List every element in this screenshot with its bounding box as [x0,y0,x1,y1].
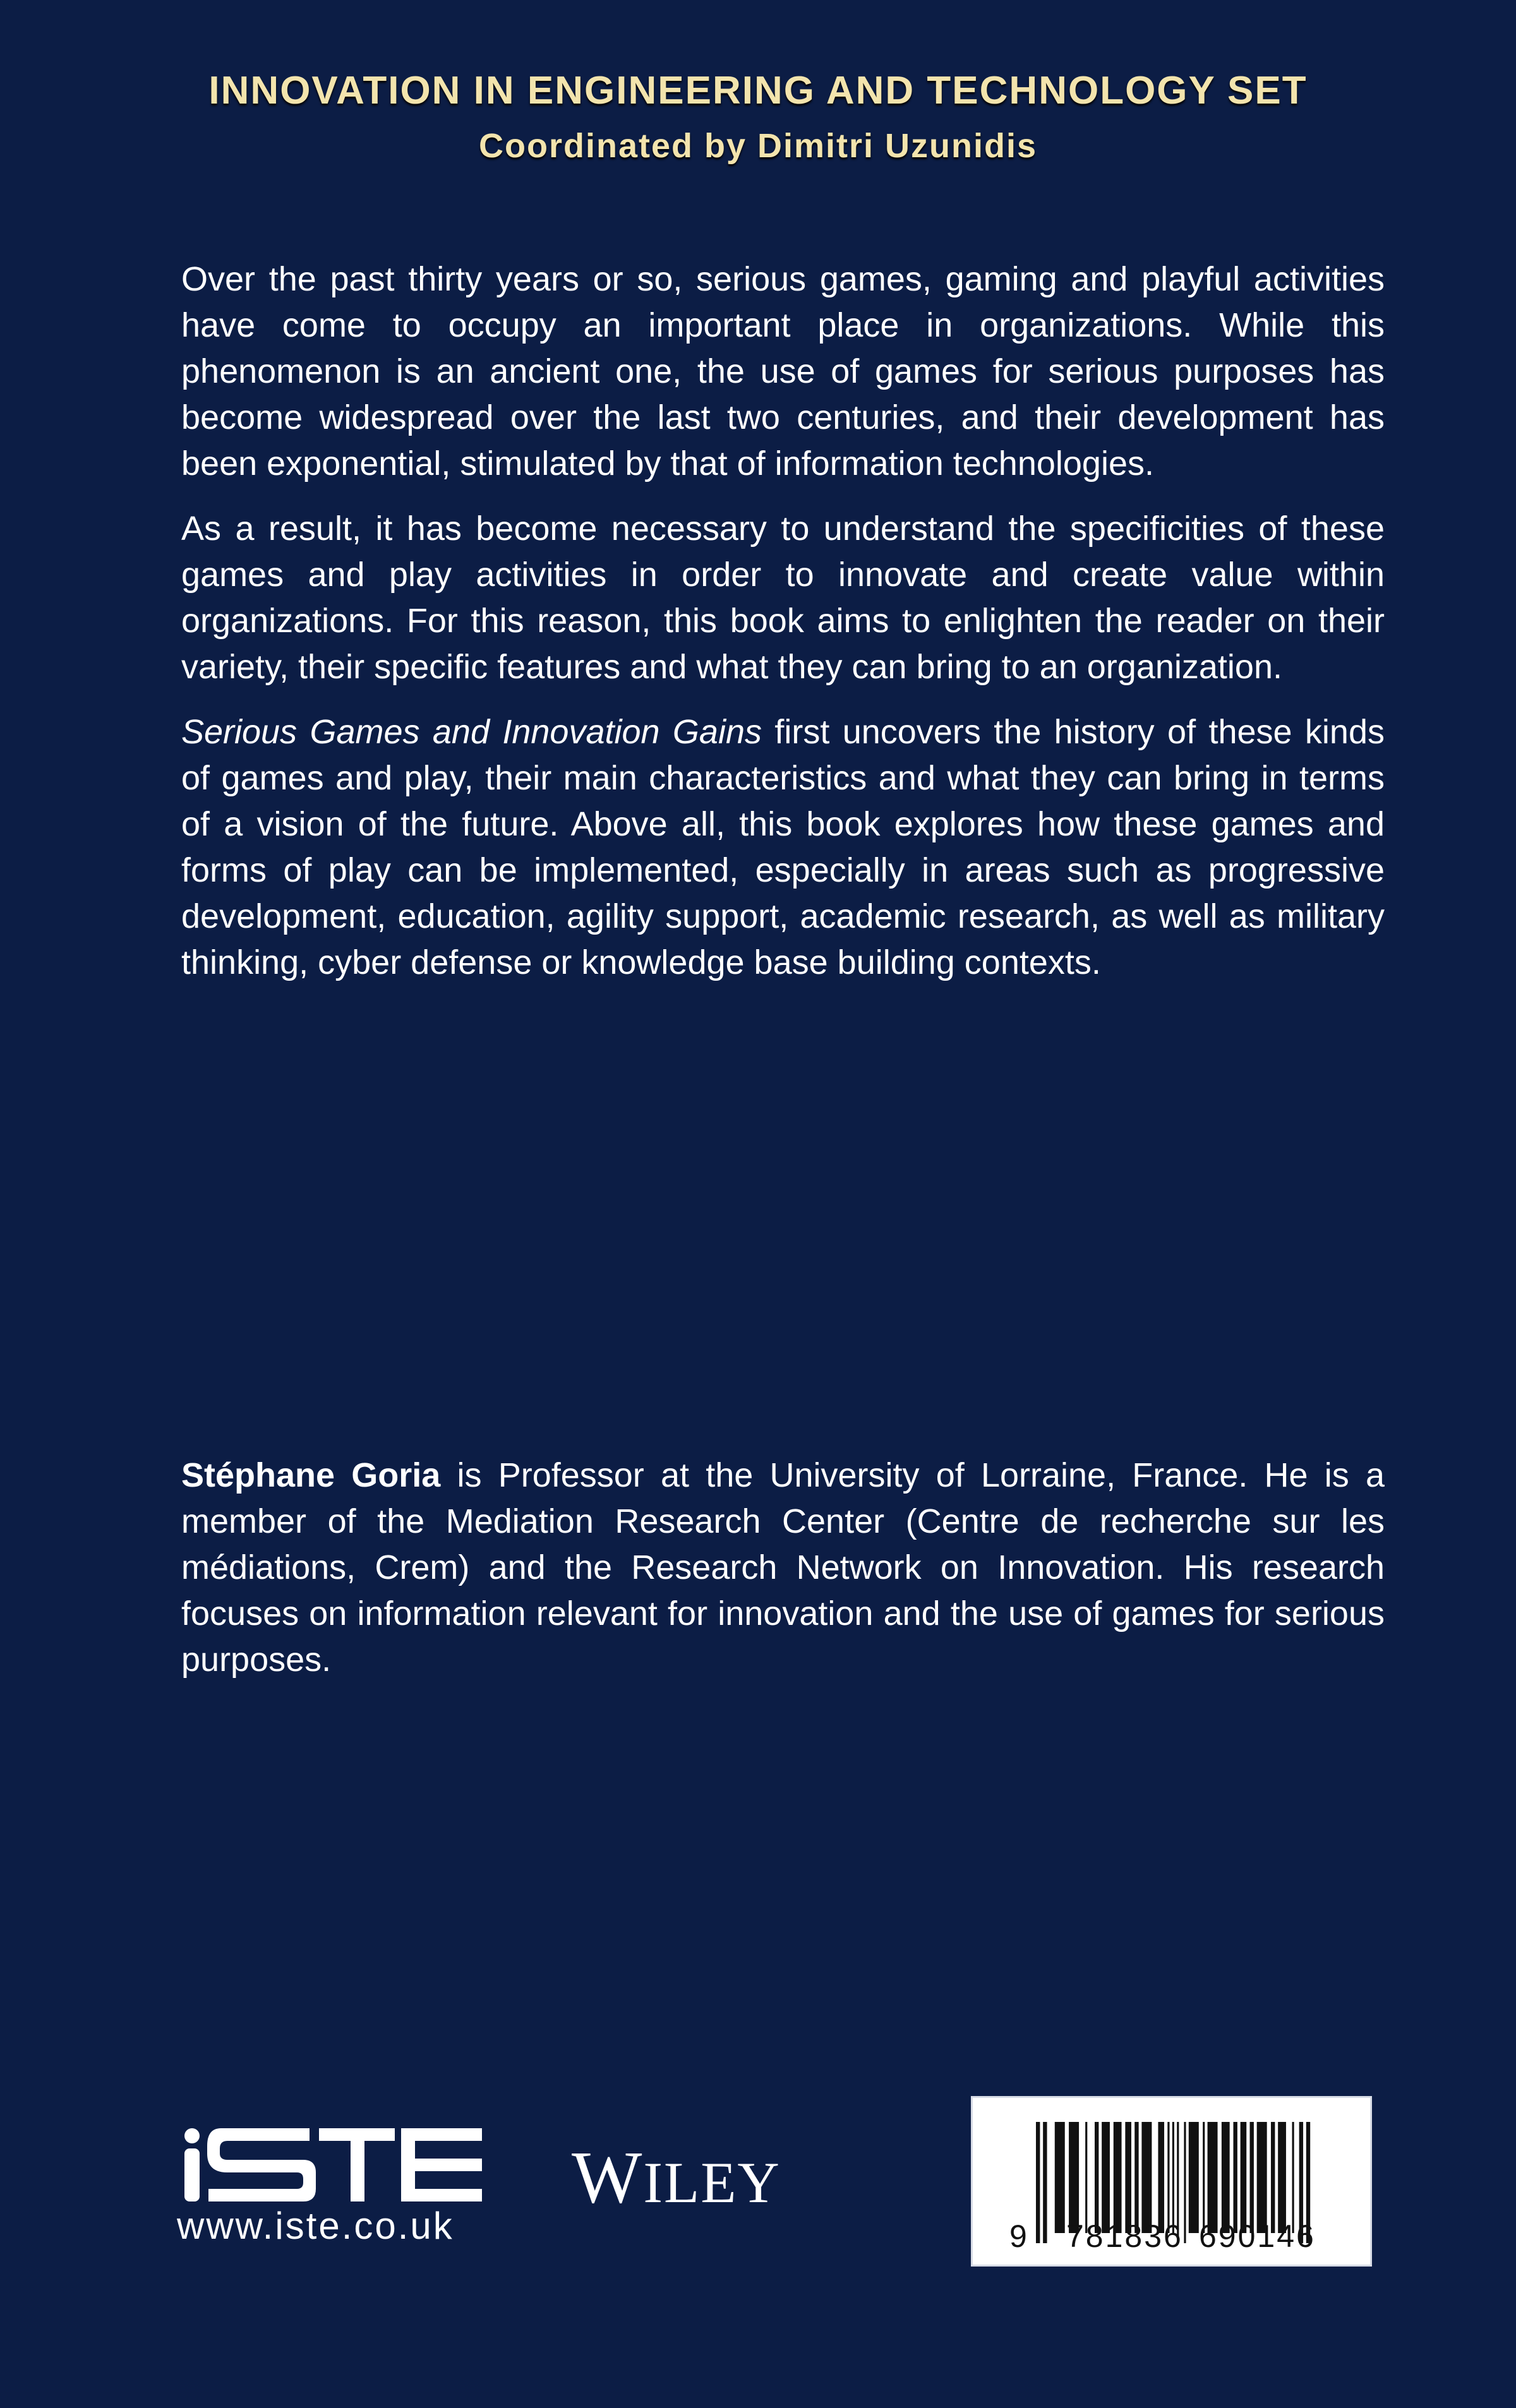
author-bio [181,1453,1385,1683]
barcode-bar [1043,2122,1047,2243]
barcode-bar [1278,2122,1286,2233]
barcode-bar [1189,2122,1199,2233]
author-name: Stéphane Goria [181,1456,441,1494]
barcode-bar [1095,2122,1098,2233]
barcode-bar [1158,2122,1164,2233]
barcode-bar [1208,2122,1218,2233]
barcode-bar [1250,2122,1254,2233]
coordinator-line: Coordinated by Dimitri Uzunidis [478,127,1038,165]
barcode-bar [1241,2122,1247,2233]
isbn-barcode [971,2096,1372,2267]
iste-url-link[interactable]: www.iste.co.uk [177,2205,454,2247]
wiley-rest-letters: ILEY [643,2150,781,2215]
book-title: Serious Games and Innovation Gains [181,713,762,751]
iste-logo-icon [183,2127,483,2203]
isbn-left-group: 781836 [1066,2219,1183,2254]
barcode-bar [1085,2122,1087,2233]
barcode-bar [1114,2122,1122,2233]
wiley-logo [572,2135,781,2220]
blurb-paragraph-1: Over the past thirty years or so, serious games, gaming and playful activities have come to occupy an important place in organizations. While this phenomenon is an ancient one, the use of games for serious purposes has become widespread over the last two centuries, and their development has been exponential, stimulated by that of information technologies. [181,260,1385,482]
blurb-paragraph-3-text: first uncovers the history of these kinds of games and play, their main characteristics and what they can bring in terms of a vision of the future. Above all, this book explores how these games and forms of play can be implemented, especially in areas such as progressive development, education, agility support, academic research, as well as military thinking, cyber defense or knowledge base building contexts. [181,713,1385,981]
barcode-bar [1102,2122,1110,2233]
isbn-right-group: 690146 [1199,2219,1316,2254]
barcode-bar [1036,2122,1040,2243]
barcode-bar [1069,2122,1079,2233]
barcode-bar [1172,2122,1174,2233]
wiley-first-letter: W [572,2136,644,2219]
barcode-bar [1257,2122,1267,2233]
barcode-bar [1184,2122,1186,2243]
barcode-bar [1233,2122,1237,2233]
blurb-section [181,256,1385,1005]
barcode-bar [1055,2122,1065,2233]
blurb-paragraph-2: As a result, it has become necessary to understand the specificities of these games and play activities in order to innovate and create value within organizations. For this reason, this book aims to enlighten the reader on their variety, their specific features and what they can bring to an organization. [181,510,1385,686]
barcode-bar [1222,2122,1230,2233]
barcode-bar [1134,2122,1138,2233]
blurb-paragraph-3 [181,709,1385,986]
series-title: INNOVATION IN ENGINEERING AND TECHNOLOGY SET [208,69,1308,112]
author-bio-text: is Professor at the University of Lorraine, France. He is a member of the Mediation Research Center (Centre de recherche sur les médiations, Crem) and the Research Network on Innovation. His research focuses on information relevant for innovation and the use of games for serious purposes. [181,1456,1385,1679]
barcode-bar [1125,2122,1131,2233]
barcode-bar [1271,2122,1275,2233]
barcode-bar [1292,2122,1294,2233]
barcode-bar [1167,2122,1169,2233]
barcode-bar [1141,2122,1152,2233]
author-section [181,1453,1385,1702]
isbn-lead-digit: 9 [1009,2219,1027,2254]
barcode-bar [1203,2122,1205,2233]
